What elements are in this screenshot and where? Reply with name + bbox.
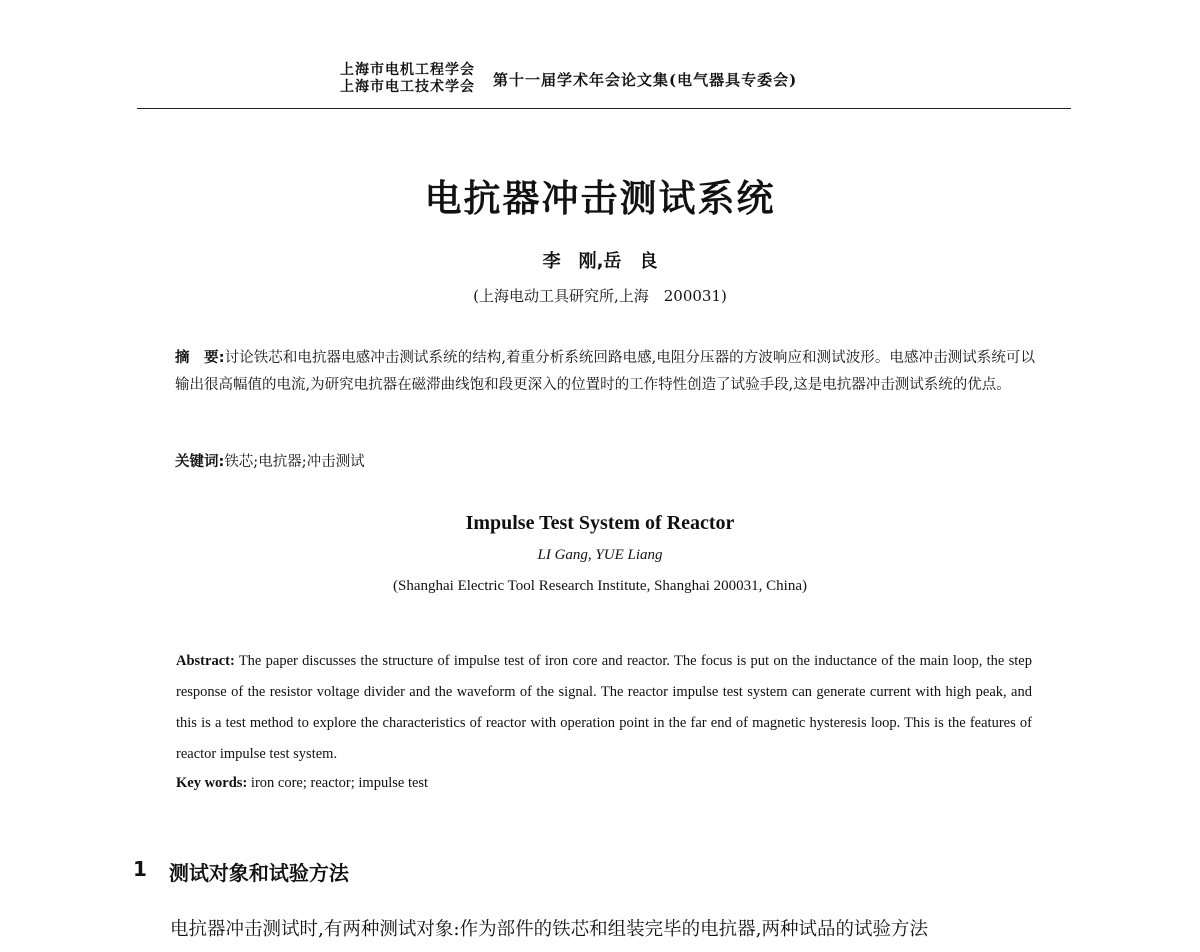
paper-title-en: Impulse Test System of Reactor — [465, 512, 735, 534]
keywords-en-text: iron core; reactor; impulse test — [250, 775, 429, 791]
authors-cn: 李 刚,岳 良 — [542, 251, 658, 272]
society-2: 上海市电工技术学会 — [340, 79, 475, 95]
body-paragraph: 电抗器冲击测试时,有两种测试对象:作为部件的铁芯和组装完毕的电抗器,两种试品的试验方法 — [170, 919, 928, 940]
society-names — [340, 62, 475, 96]
abstract-en-text: The paper discusses the structure of impulse test of iron core and reactor. The focus is put on the inductance of the main loop, the step response of the resistor voltage divider and the waveform of the signal. The reactor impulse test system can generate current with high peak, and this is a test method to explore the characteristics of reactor with operation point in the far end of magnetic hysteresis loop. This is the features of reactor impulse test system. — [176, 653, 1032, 762]
running-head — [340, 62, 797, 96]
abstract-cn-text: 讨论铁芯和电抗器电感冲击测试系统的结构,着重分析系统回路电感,电阻分压器的方波响应和测试波形。电感冲击测试系统可以输出很高幅值的电流,为研究电抗器在磁滞曲线饱和段更深入的位置时的工作特性创造了试验手段,这是电抗器冲击测试系统的优点。 — [175, 350, 1035, 393]
proceedings-title: 第十一届学术年会论文集(电气器具专委会) — [493, 70, 798, 89]
section-1-title: 测试对象和试验方法 — [168, 861, 349, 885]
keywords-en-label: Key words: — [176, 775, 248, 791]
keywords-en — [176, 772, 1032, 794]
keywords-cn-label: 关键词: — [175, 454, 225, 470]
abstract-en — [176, 646, 1032, 770]
header-rule — [137, 108, 1071, 109]
abstract-en-label: Abstract: — [176, 653, 235, 669]
section-1-heading — [133, 857, 349, 886]
abstract-cn-label: 摘 要: — [175, 350, 225, 366]
keywords-cn-text: 铁芯;电抗器;冲击测试 — [224, 454, 365, 470]
affiliation-cn: (上海电动工具研究所,上海 200031) — [473, 287, 727, 305]
authors-en: LI Gang, YUE Liang — [537, 547, 663, 563]
keywords-cn — [175, 451, 1035, 473]
affiliation-en: (Shanghai Electric Tool Research Institute, Shanghai 200031, China) — [393, 578, 807, 594]
section-1-number: 1 — [133, 857, 147, 881]
paper-title-cn: 电抗器冲击测试系统 — [424, 176, 776, 220]
abstract-cn — [175, 345, 1035, 399]
society-1: 上海市电机工程学会 — [340, 62, 475, 78]
